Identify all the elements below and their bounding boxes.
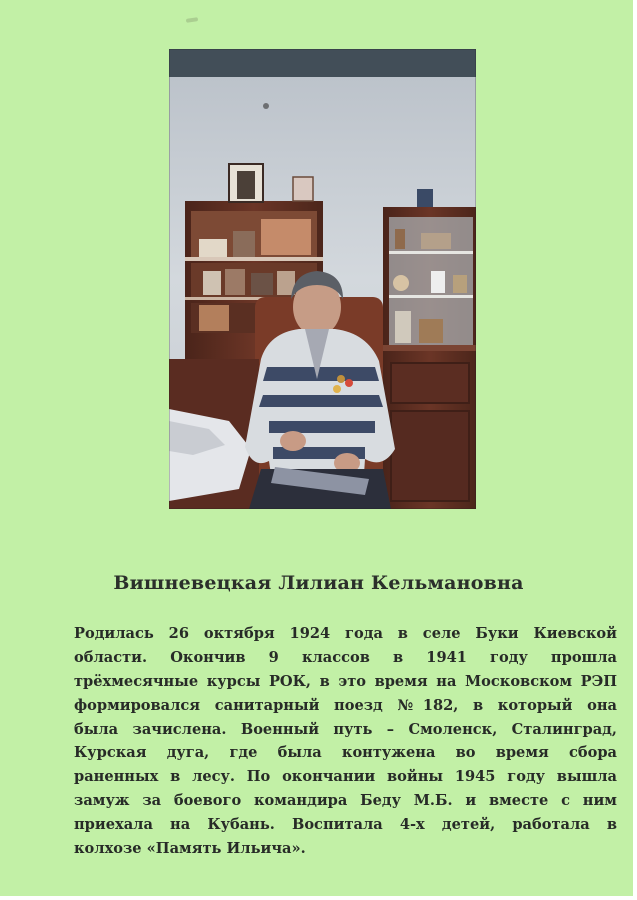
shelf-item xyxy=(199,305,229,331)
cabinet-item xyxy=(453,275,467,293)
shelf-board xyxy=(185,257,323,261)
shelf-photo xyxy=(199,239,227,257)
cabinet-door xyxy=(391,411,469,501)
hand xyxy=(280,431,306,451)
cabinet-item xyxy=(395,229,405,249)
cabinet-drawer xyxy=(391,363,469,403)
cabinet-top-item xyxy=(417,189,433,207)
sweater-stripe xyxy=(259,395,383,407)
ceiling-shadow xyxy=(169,49,476,77)
shelf-item xyxy=(203,271,221,295)
biography-line: Курская дуга, где была контужена во время сбора xyxy=(74,744,617,762)
shelf-item xyxy=(251,273,273,295)
sweater-stripe xyxy=(263,367,379,381)
portrait-photo xyxy=(169,49,476,509)
scan-mark xyxy=(186,17,198,23)
biography-line: замуж за боевого командира Беду М.Б. и вместе с ним xyxy=(74,792,617,810)
cabinet-item xyxy=(421,233,451,249)
glass-shelf xyxy=(389,295,473,298)
biography-line: формировался санитарный поезд №182, в который она xyxy=(74,696,617,714)
biography-line: была зачислена. Военный путь – Смоленск, Сталинград, xyxy=(74,720,617,738)
cabinet-item xyxy=(393,275,409,291)
biography-text xyxy=(74,622,617,861)
shelf-item xyxy=(225,269,245,295)
sweater-stripe xyxy=(269,421,375,433)
cabinet-ledge xyxy=(383,345,476,351)
biography-line: трёхмесячные курсы РОК, в это время на Московском РЭП xyxy=(74,672,617,690)
biography-line: колхозе «Память Ильича». xyxy=(74,840,306,858)
medal xyxy=(337,375,345,383)
person-name: Вишневецкая Лилиан Кельмановна xyxy=(113,572,524,594)
cabinet-item xyxy=(431,271,445,293)
cabinet-item xyxy=(419,319,443,343)
shelf-photo xyxy=(233,231,255,257)
framed-photo-figure xyxy=(237,171,255,199)
shelf-picture xyxy=(261,219,311,255)
biography-line: приехала на Кубань. Воспитала 4-х детей, работала в xyxy=(74,816,617,834)
cabinet-item xyxy=(395,311,411,343)
framed-photo xyxy=(293,177,313,201)
wall-nail xyxy=(263,103,269,109)
biography-line: области. Окончив 9 классов в 1941 году прошла xyxy=(74,648,617,666)
biography-line: Родилась 26 октября 1924 года в селе Буки Киевской xyxy=(74,625,617,642)
portrait-photo-drawing xyxy=(169,49,476,509)
medal xyxy=(333,385,341,393)
glass-shelf xyxy=(389,251,473,254)
biography-line: раненных в лесу. По окончании войны 1945 году вышла xyxy=(74,768,617,786)
medal xyxy=(345,379,353,387)
